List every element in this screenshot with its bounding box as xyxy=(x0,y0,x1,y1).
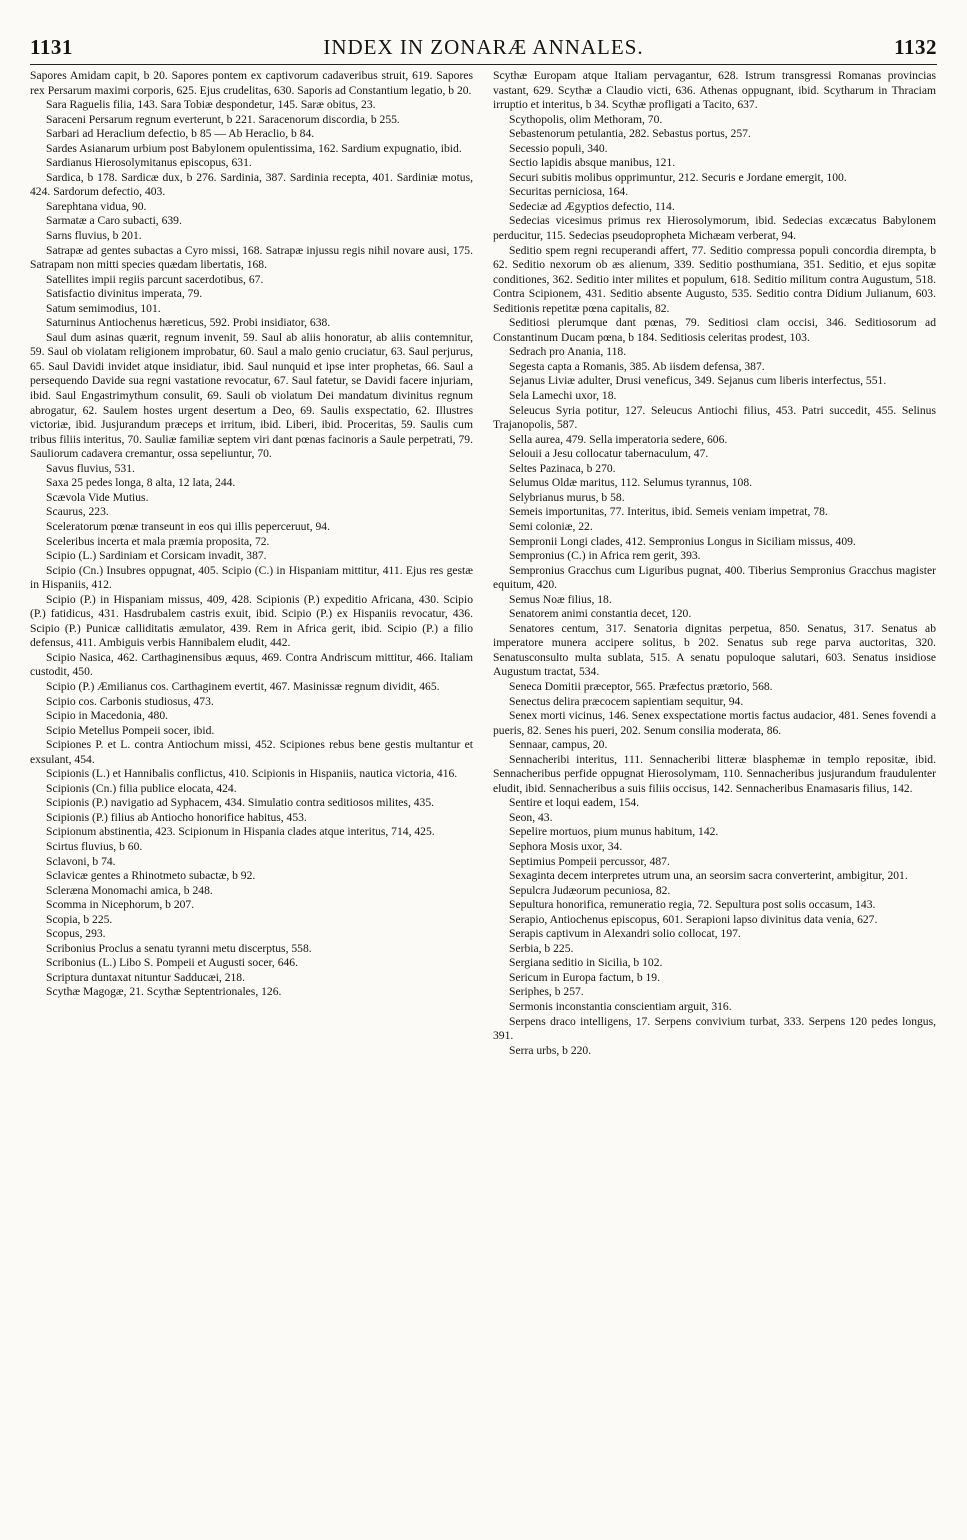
index-entry: Scleræna Monomachi amica, b 248. xyxy=(46,883,213,897)
index-entry: Sardica, b 178. Sardicæ dux, b 276. Sardinia, 387. Sardinia recepta, 401. Sardiniæ motus, 424. Sardorum defectio, 403. xyxy=(30,170,473,199)
index-entry: Semi coloniæ, 22. xyxy=(509,519,593,533)
right-page-number: 1132 xyxy=(894,34,937,59)
index-entry: Sepelire mortuos, pium munus habitum, 142. xyxy=(509,825,719,839)
index-entry: Segesta capta a Romanis, 385. Ab iisdem defensa, 387. xyxy=(509,359,765,373)
index-entry: Sexaginta decem interpretes utrum una, an seorsim sacra converterint, ambigitur, 201. xyxy=(509,869,908,883)
index-entry: Seditiosi plerumque dant pœnas, 79. Seditiosi clam occisi, 346. Seditiosorum ad Constantinum Ducam pœna, b 184. Seditiosis celeritas prodest, 103. xyxy=(493,316,936,344)
index-entry: Scipio Metellus Pompeii socer, ibid. xyxy=(46,723,215,737)
index-entry: Seon, 43. xyxy=(509,810,553,824)
index-entry: Sempronius (C.) in Africa rem gerit, 393. xyxy=(509,549,701,563)
index-entry: Semeis importunitas, 77. Interitus, ibid. Semeis veniam impetrat, 78. xyxy=(509,505,828,519)
index-entry: Scipio (P.) in Hispaniam missus, 409, 428. Scipionis (P.) expeditio Africana, 430. Scipio (P.) fatidicus, 431. Hasdrubalem castris exuit, ibid. Scipio (P.) ex Hispaniis revocatur, 436. Scipio (P.) Punicæ calliditatis æmulator, 439. Rem in Africa gerit, ibid. Scipio (P.) a filio defensus, 411. Ambiguis verbis Hannibalem eludit, 442. xyxy=(30,592,473,650)
index-entry: Sepultura honorifica, remuneratio regia, 72. Sepultura post solis occasum, 143. xyxy=(509,898,876,912)
index-entry: Satisfactio divinitus imperata, 79. xyxy=(46,287,203,301)
index-entry: Securitas perniciosa, 164. xyxy=(509,185,629,199)
index-entry: Scribonius (L.) Libo S. Pompeii et Augusti socer, 646. xyxy=(46,956,299,970)
index-entry: Sedrach pro Anania, 118. xyxy=(509,345,627,359)
index-entry: Senatorem animi constantia decet, 120. xyxy=(509,607,692,621)
index-entry: Septimius Pompeii percussor, 487. xyxy=(509,854,670,868)
index-entry: Scriptura duntaxat nituntur Sadducæi, 218. xyxy=(46,970,245,984)
index-entry: Saul dum asinas quærit, regnum invenit, 59. Saul ab aliis honoratur, ab aliis contemnitur, 59. Saul ob violatam religionem improbatur, 60. Saul a malo genio cruciatur, 63. Saul perjurus, 65. Saul Davidi invidet atque insidiatur, ibid. Saul nunquid et ipse inter prophetas, 66. Saul a persequendo Davide sua regni vastatione revocatur, 67. Saul fatetur, se Davidi facere injuriam, ibid. Saul Engastrimythum consulit, 69. Sauli ob violatum Dei mandatum divinitus regnum abrogatur, 62. Saulem hostes urgent desertum a Deo, 69. Saulis exspectatio, 62. Illustres victoriæ, ibid. Jusjurandum præceps et irritum, ibid. Liberi, ibid. Proceritas, 59. Saulis cum tribus filiis interitus, 70. Sauliæ familiæ septem viri dant pœnas facinoris a Saule perpetrati, 79. Sauliorum cadavera cremantur, ossa sepeliuntur, 70. xyxy=(30,330,473,461)
running-header xyxy=(30,30,937,65)
index-entry: Scipio Nasica, 462. Carthaginensibus æquus, 469. Contra Andriscum mittitur, 466. Italiam custodit, 450. xyxy=(30,650,473,679)
index-entry: Scipio (P.) Æmilianus cos. Carthaginem evertit, 467. Masinissæ regnum dividit, 465. xyxy=(46,679,440,693)
index-entry: Sardes Asianarum urbium post Babylonem opulentissima, 162. Sardium expugnatio, ibid. xyxy=(46,141,462,155)
index-entry: Scipionis (P.) navigatio ad Syphacem, 434. Simulatio contra seditiosos milites, 435. xyxy=(46,796,435,810)
index-entry: Scribonius Proclus a senatu tyranni metu discerptus, 558. xyxy=(46,941,312,955)
index-entry: Scaurus, 223. xyxy=(46,505,109,519)
index-entry: Seltes Pazinaca, b 270. xyxy=(509,461,616,475)
index-entry: Sennaar, campus, 20. xyxy=(509,738,608,752)
index-entry: Sardianus Hierosolymitanus episcopus, 631. xyxy=(46,156,252,170)
index-entry: Sectio lapidis absque manibus, 121. xyxy=(509,156,676,170)
index-entry: Selouii a Jesu collocatur tabernaculum, 47. xyxy=(509,447,709,461)
index-entry: Savus fluvius, 531. xyxy=(46,461,135,475)
index-entry: Seleucus Syria potitur, 127. Seleucus Antiochi filius, 453. Patri succedit, 455. Selinus Trajanopolis, 587. xyxy=(493,403,936,432)
index-entry: Seditio spem regni recuperandi affert, 77. Seditio compressa populi concordia dirempta, b 62. Seditio nexorum ob æs alienum, 339. Seditio posthumiana, 351. Seditio, et ejus sopitæ conditiones, 362. Seditio inter milites et populum, 618. Seditio militum contra Augustum, 518. Contra Scipionem, 431. Seditio absente Augusto, 535. Seditio contra Didium Julianum, 603. Seditionis repetitæ pœna capitalis, 82. xyxy=(493,243,936,315)
page-title: INDEX IN ZONARÆ ANNALES. xyxy=(323,34,644,59)
index-entry: Seneca Domitii præceptor, 565. Præfectus prætorio, 568. xyxy=(509,679,773,693)
index-entry: Sella aurea, 479. Sella imperatoria sedere, 606. xyxy=(509,432,728,446)
index-entry: Scythæ Magogæ, 21. Scythæ Septentrionales, 126. xyxy=(46,985,282,999)
index-entry: Sejanus Liviæ adulter, Drusi veneficus, 349. Sejanus cum liberis interfectus, 551. xyxy=(509,374,887,388)
index-entry: Selumus Oldæ maritus, 112. Selumus tyrannus, 108. xyxy=(509,476,753,490)
index-entry: Scipionis (L.) et Hannibalis conflictus, 410. Scipionis in Hispaniis, nautica victoria, 416. xyxy=(46,767,458,781)
index-entry: Sepulcra Judæorum pecuniosa, 82. xyxy=(509,883,671,897)
index-entry: Sedecias vicesimus primus rex Hierosolymorum, ibid. Sedecias excæcatus Babylonem perducitur, 115. Sedecias pseudopropheta Michæam verberat, 94. xyxy=(493,214,936,243)
index-entry: Sericum in Europa factum, b 19. xyxy=(509,970,661,984)
index-entry: Satellites impii regiis parcunt sacerdotibus, 67. xyxy=(46,272,264,286)
index-entry: Sara Raguelis filia, 143. Sara Tobiæ despondetur, 145. Saræ obitus, 23. xyxy=(46,98,376,112)
index-entry: Sclavicæ gentes a Rhinotmeto subactæ, b 92. xyxy=(46,869,256,883)
index-entry: Sephora Mosis uxor, 34. xyxy=(509,839,623,853)
index-entry: Seriphes, b 257. xyxy=(509,985,584,999)
index-entry: Senatores centum, 317. Senatoria dignitas perpetua, 850. Senatus, 317. Senatus ab imperatore munera accipere solitus, b 202. Senatus sub rege parva auctoritas, 320. Senatusconsulto multa sublata, 515. A senatu populoque salutari, 603. Senatus insidiose Augustum tractat, 534. xyxy=(493,621,936,679)
index-entry: Securi subitis molibus opprimuntur, 212. Securis e Jordane emergit, 100. xyxy=(509,170,847,184)
index-entry: Scipio cos. Carbonis studiosus, 473. xyxy=(46,694,214,708)
index-entry: Saraceni Persarum regnum everterunt, b 221. Saracenorum discordia, b 255. xyxy=(46,112,400,126)
left-column xyxy=(30,69,473,1058)
index-entry: Scipionis (P.) filius ab Antiocho honorifice habitus, 453. xyxy=(46,810,307,824)
index-entry: Scipionis (Cn.) filia publice elocata, 424. xyxy=(46,781,237,795)
index-entry: Sarephtana vidua, 90. xyxy=(46,199,147,213)
index-entry: Sarns fluvius, b 201. xyxy=(46,229,142,243)
index-entry: Scipio (Cn.) Insubres oppugnat, 405. Scipio (C.) in Hispaniam mittitur, 411. Ejus res gestæ in Hispaniis, 412. xyxy=(30,563,473,592)
index-entry: Serbia, b 225. xyxy=(509,941,574,955)
index-entry: Scythæ Europam atque Italiam pervagantur, 628. Istrum transgressi Romanas provincias vastant, 629. Scythæ a Claudio victi, 636. Athenas oppugnant, ibid. Scytharum in Thraciam irruptio et interitus, b 34. Scythæ profligati a Tacito, 637. xyxy=(493,69,936,112)
index-entry: Sapores Amidam capit, b 20. Sapores pontem ex captivorum cadaveribus struit, 619. Sapores rex Persarum maximi corporis, 625. Ejus crudelitas, 630. Saporis ad Constantium legatio, b 20. xyxy=(30,69,473,97)
index-entry: Sempronius Gracchus cum Liguribus pugnat, 400. Tiberius Sempronius Gracchus magister equitum, 420. xyxy=(493,563,936,592)
index-entry: Scipiones P. et L. contra Antiochum missi, 452. Scipiones rebus bene gestis multantur et exsulant, 454. xyxy=(30,738,473,766)
index-entry: Scopia, b 225. xyxy=(46,912,113,926)
right-column xyxy=(493,69,936,1058)
index-entry: Scævola Vide Mutius. xyxy=(46,490,149,504)
index-entry: Sennacheribi interitus, 111. Sennacheribi litteræ blasphemæ in templo repositæ, ibid. Sennacheribus perfide oppugnat Hierosolymam, 110. Sennacheribus jusjurandum fraudulenter eludit, ibid. Sennacheribus a suis filiis occisus, 142. Sennacheribus Enamasaris filius, 142. xyxy=(493,752,936,795)
index-entry: Scipio (L.) Sardiniam et Corsicam invadit, 387. xyxy=(46,549,267,563)
index-entry: Scopus, 293. xyxy=(46,927,106,941)
index-entry: Scomma in Nicephorum, b 207. xyxy=(46,898,195,912)
index-entry: Sarbari ad Heraclium defectio, b 85 — Ab Heraclio, b 84. xyxy=(46,127,315,141)
index-entry: Senex morti vicinus, 146. Senex exspectatione mortis factus audacior, 481. Senes fovendi a pueris, 82. Senes his pueri, 202. Senum consilia moderata, 86. xyxy=(493,709,936,737)
index-entry: Sempronii Longi clades, 412. Sempronius Longus in Siciliam missus, 409. xyxy=(509,534,856,548)
index-entry: Sclavoni, b 74. xyxy=(46,854,116,868)
index-entry: Sceleribus incerta et mala præmia proposita, 72. xyxy=(46,534,270,548)
index-entry: Saturninus Antiochenus hæreticus, 592. Probi insidiator, 638. xyxy=(46,316,331,330)
index-entry: Sarmatæ a Caro subacti, 639. xyxy=(46,214,182,228)
index-entry: Scythopolis, olim Methoram, 70. xyxy=(509,112,663,126)
index-entry: Semus Noæ filius, 18. xyxy=(509,592,612,606)
index-columns xyxy=(30,69,937,1058)
index-entry: Sentire et loqui eadem, 154. xyxy=(509,796,640,810)
index-entry: Scipio in Macedonia, 480. xyxy=(46,709,169,723)
index-entry: Sedeciæ ad Ægyptios defectio, 114. xyxy=(509,199,675,213)
index-entry: Serpens draco intelligens, 17. Serpens convivium turbat, 333. Serpens 120 pedes longus, 391. xyxy=(493,1014,936,1043)
index-entry: Selybrianus murus, b 58. xyxy=(509,490,625,504)
index-entry: Sela Lamechi uxor, 18. xyxy=(509,389,617,403)
index-entry: Saxa 25 pedes longa, 8 alta, 12 lata, 244. xyxy=(46,476,236,490)
index-entry: Serapio, Antiochenus episcopus, 601. Serapioni lapso divinitus data venia, 627. xyxy=(509,912,878,926)
index-entry: Satrapæ ad gentes subactas a Cyro missi, 168. Satrapæ injussu regis nihil novare ausi, 175. Satrapam non mitti species quædam libertatis, 168. xyxy=(30,243,473,272)
index-entry: Sebastenorum petulantia, 282. Sebastus portus, 257. xyxy=(509,127,751,141)
index-entry: Senectus delira præcocem sapientiam sequitur, 94. xyxy=(509,694,744,708)
index-entry: Serapis captivum in Alexandri solio collocat, 197. xyxy=(509,927,741,941)
left-page-number: 1131 xyxy=(30,34,73,59)
index-entry: Secessio populi, 340. xyxy=(509,141,608,155)
index-entry: Serra urbs, b 220. xyxy=(509,1043,592,1057)
index-entry: Scirtus fluvius, b 60. xyxy=(46,839,143,853)
index-entry: Scipionum abstinentia, 423. Scipionum in Hispania clades atque interitus, 714, 425. xyxy=(46,825,435,839)
index-entry: Sergiana seditio in Sicilia, b 102. xyxy=(509,956,663,970)
index-entry: Satum semimodius, 101. xyxy=(46,301,161,315)
index-entry: Sceleratorum pœnæ transeunt in eos qui illis peperceruut, 94. xyxy=(46,519,330,533)
index-entry: Sermonis inconstantia conscientiam arguit, 316. xyxy=(509,1000,732,1013)
